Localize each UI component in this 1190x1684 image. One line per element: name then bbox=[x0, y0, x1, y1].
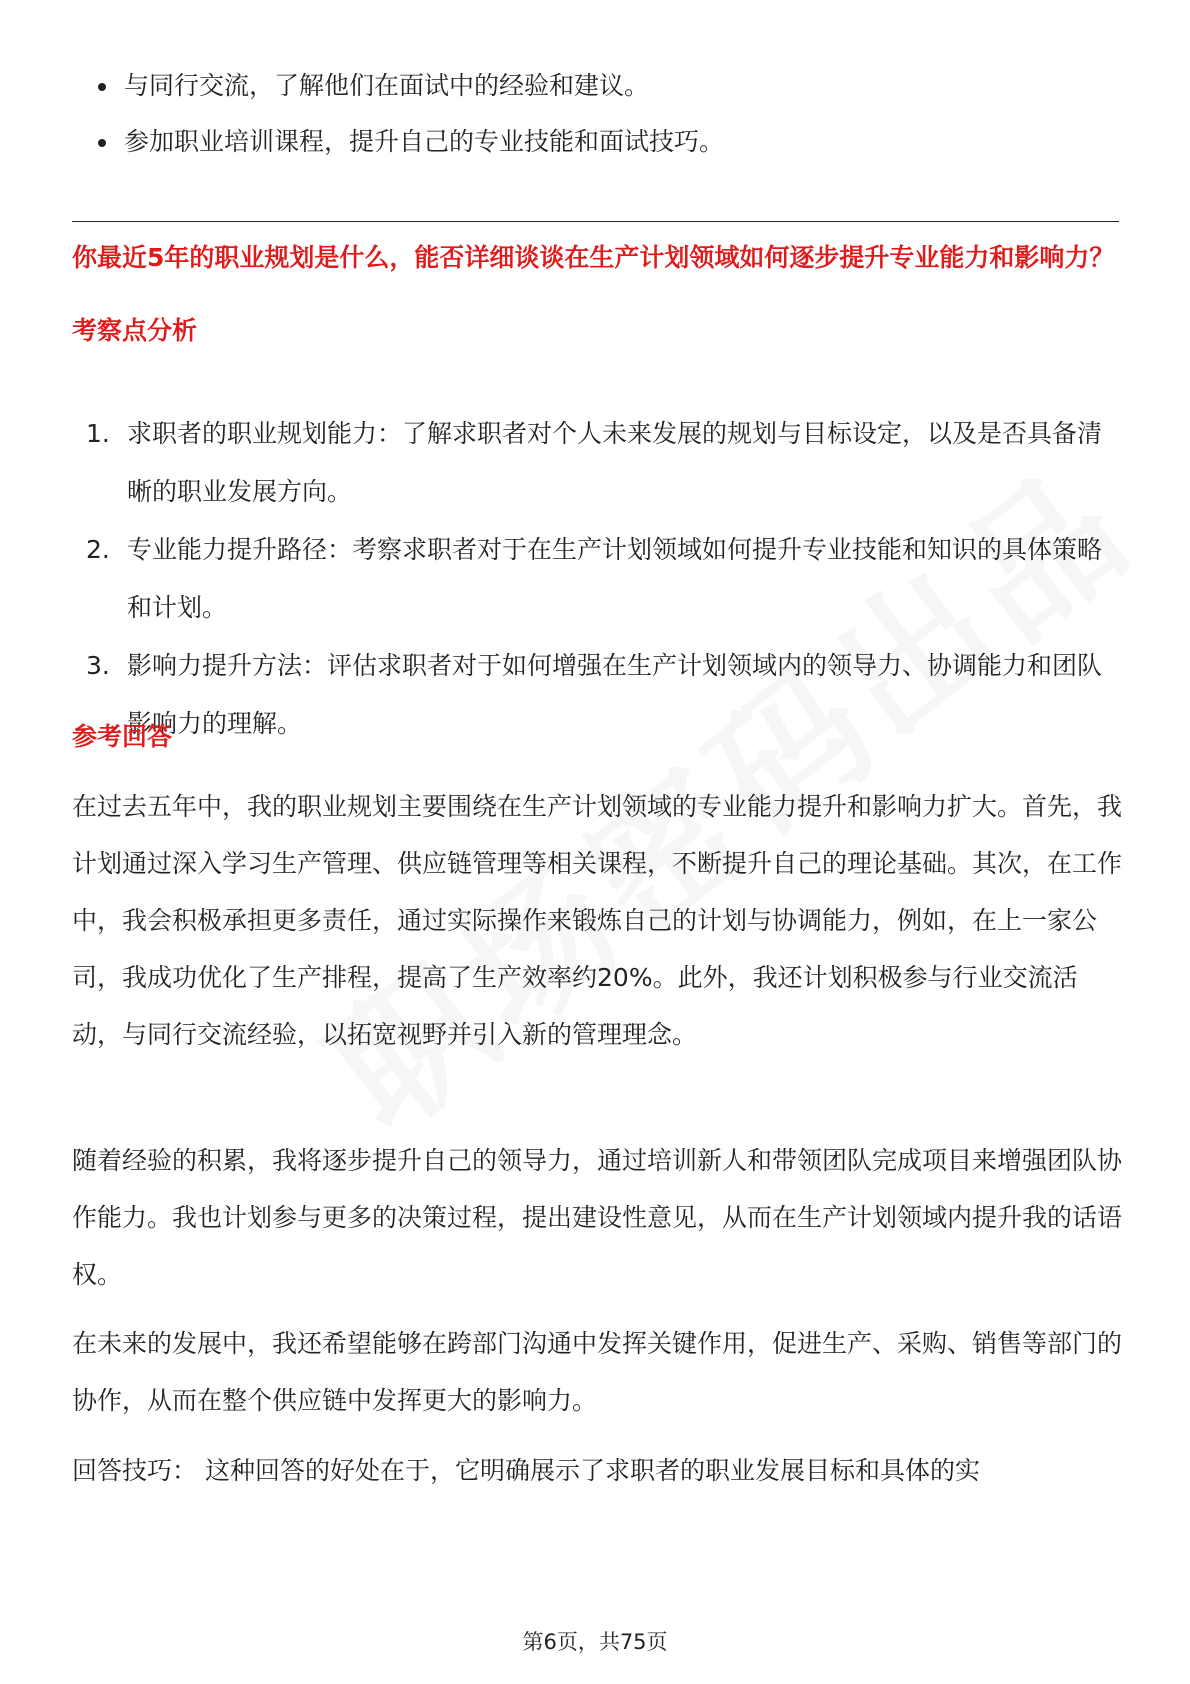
bullet-list bbox=[98, 58, 1118, 170]
answer-paragraph: 随着经验的积累，我将逐步提升自己的领导力，通过培训新人和带领团队完成项目来增强团队协作能力。我也计划参与更多的决策过程，提出建设性意见，从而在生产计划领域内提升我的话语权。 bbox=[72, 1146, 1123, 1289]
answer-heading: 参考回答 bbox=[72, 722, 173, 751]
point-text: 专业能力提升路径：考察求职者对于在生产计划领域如何提升专业技能和知识的具体策略和计划。 bbox=[127, 535, 1103, 622]
answer-paragraph: 在未来的发展中，我还希望能够在跨部门沟通中发挥关键作用，促进生产、采购、销售等部门的协作，从而在整个供应链中发挥更大的影响力。 bbox=[72, 1329, 1123, 1415]
analysis-point bbox=[72, 521, 1122, 637]
question-heading: 你最近5年的职业规划是什么，能否详细谈谈在生产计划领域如何逐步提升专业能力和影响力？ bbox=[72, 243, 1115, 272]
bullet-item: 与同行交流，了解他们在面试中的经验和建议。 bbox=[98, 58, 1118, 114]
point-number: 1. bbox=[86, 419, 110, 448]
analysis-points bbox=[72, 405, 1122, 753]
analysis-heading: 考察点分析 bbox=[72, 316, 198, 345]
point-number: 2. bbox=[86, 535, 110, 564]
page-footer: 第6页，共75页 bbox=[522, 1630, 668, 1654]
answer-tip: 回答技巧： 这种回答的好处在于，它明确展示了求职者的职业发展目标和具体的实 bbox=[72, 1456, 980, 1485]
answer-paragraph: 在过去五年中，我的职业规划主要围绕在生产计划领域的专业能力提升和影响力扩大。首先，我计划通过深入学习生产管理、供应链管理等相关课程，不断提升自己的理论基础。其次，在工作中，我会积极承担更多责任，通过实际操作来锻炼自己的计划与协调能力，例如，在上一家公司，我成功优化了生产排程，提高了生产效率约20%。此外，我还计划积极参与行业交流活动，与同行交流经验，以拓宽视野并引入新的管理理念。 bbox=[72, 792, 1123, 1049]
section-divider bbox=[72, 221, 1119, 222]
bullet-item: 参加职业培训课程，提升自己的专业技能和面试技巧。 bbox=[98, 114, 1118, 170]
analysis-point bbox=[72, 405, 1122, 521]
analysis-point bbox=[72, 637, 1122, 753]
point-text: 影响力提升方法：评估求职者对于如何增强在生产计划领域内的领导力、协调能力和团队影响力的理解。 bbox=[127, 651, 1103, 738]
point-number: 3. bbox=[86, 651, 110, 680]
point-text: 求职者的职业规划能力：了解求职者对个人未来发展的规划与目标设定，以及是否具备清晰的职业发展方向。 bbox=[127, 419, 1103, 506]
